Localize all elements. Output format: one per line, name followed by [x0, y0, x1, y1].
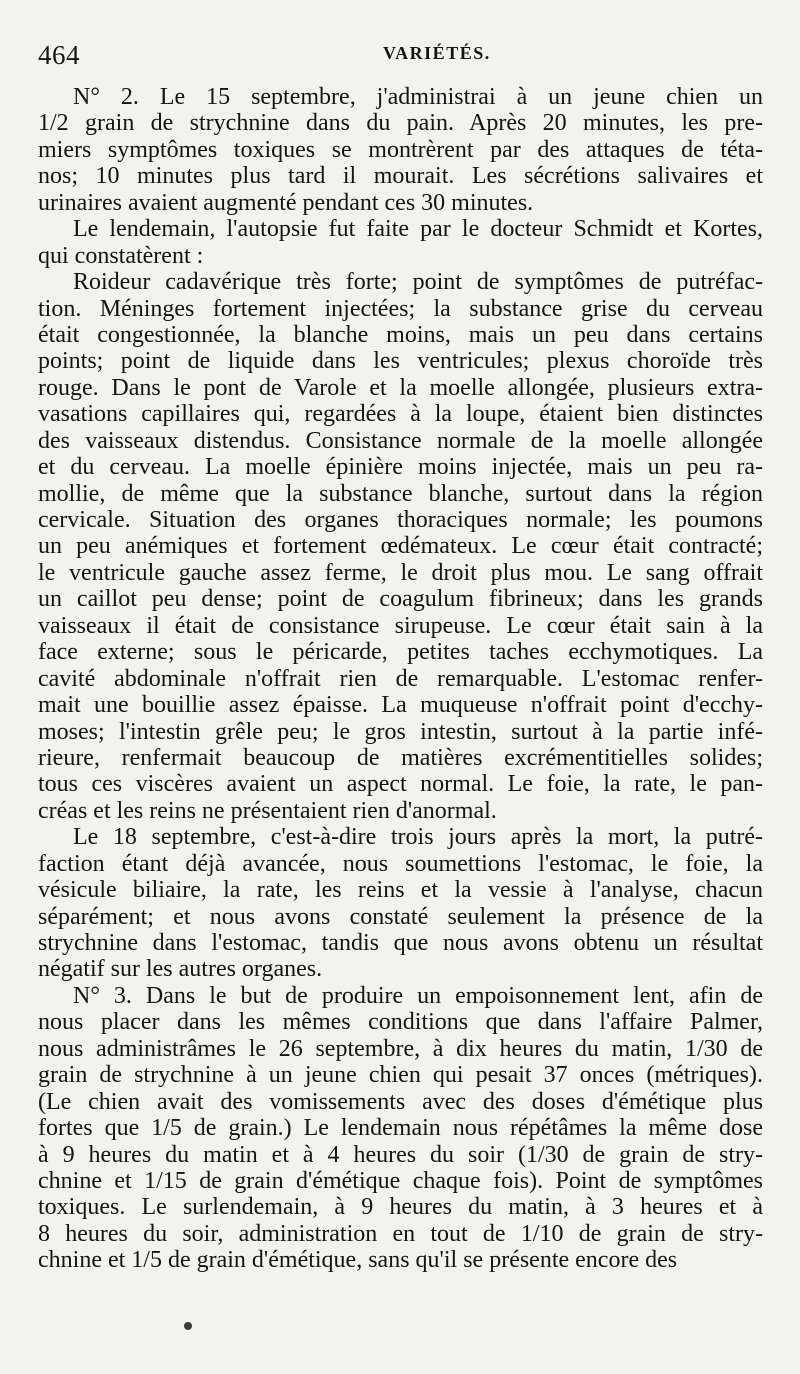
text-line: un caillot peu dense; point de coagulum fibrineux; dans les grands	[38, 586, 763, 613]
ink-spot	[184, 1322, 192, 1330]
text-line: Le 18 septembre, c'est-à-dire trois jours après la mort, la putré-	[73, 824, 763, 851]
paragraph	[38, 269, 763, 824]
text-line: tion. Méninges fortement injectées; la substance grise du cerveau	[38, 295, 763, 322]
text-line: moses; l'intestin grêle peu; le gros intestin, surtout à la partie infé-	[38, 718, 763, 745]
text-line: cervicale. Situation des organes thoraciques normale; les poumons	[38, 507, 763, 533]
text-line: (Le chien avait des vomissements avec des doses d'émétique plus	[38, 1088, 763, 1115]
text-line: urinaires avaient augmenté pendant ces 30 minutes.	[38, 189, 534, 216]
text-line: chnine et 1/15 de grain d'émétique chaque fois). Point de symptômes	[38, 1167, 763, 1194]
text-line: faction étant déjà avancée, nous soumettions l'estomac, le foie, la	[38, 850, 763, 877]
text-line: N° 3. Dans le but de produire un empoisonnement lent, afin de	[73, 982, 763, 1009]
text-line: face externe; sous le péricarde, petites taches ecchymotiques. La	[38, 639, 763, 666]
text-line: qui constatèrent :	[38, 242, 204, 269]
text-line: tous ces viscères avaient un aspect normal. Le foie, la rate, le pan-	[38, 771, 763, 798]
text-line: rieure, renfermait beaucoup de matières excrémentitielles solides;	[38, 744, 763, 771]
text-line: 8 heures du soir, administration en tout de 1/10 de grain de stry-	[38, 1220, 763, 1247]
page-number: 464	[38, 40, 80, 70]
text-line: séparément; et nous avons constaté seulement la présence de la	[38, 903, 763, 930]
text-line: N° 2. Le 15 septembre, j'administrai à un jeune chien un	[73, 84, 763, 110]
text-line: 1/2 grain de strychnine dans du pain. Après 20 minutes, les pre-	[38, 110, 763, 137]
running-head: VARIÉTÉS.	[383, 43, 491, 63]
text-line: grain de strychnine à un jeune chien qui pesait 37 onces (métriques).	[38, 1062, 763, 1089]
paragraph	[38, 824, 763, 983]
text-line: mait une bouillie assez épaisse. La muqueuse n'offrait point d'ecchy-	[38, 692, 763, 719]
text-line: était congestionnée, la blanche moins, mais un peu dans certains	[38, 321, 763, 348]
text-line: mollie, de même que la substance blanche, surtout dans la région	[38, 480, 763, 507]
text-line: nos; 10 minutes plus tard il mourait. Les sécrétions salivaires et	[38, 163, 763, 190]
text-line: rouge. Dans le pont de Varole et la moelle allongée, plusieurs extra-	[38, 374, 763, 401]
text-line: Roideur cadavérique très forte; point de symptômes de putréfac-	[73, 269, 763, 296]
page-header	[38, 40, 780, 70]
text-line: et du cerveau. La moelle épinière moins injectée, mais un peu ra-	[38, 454, 763, 481]
text-line: strychnine dans l'estomac, tandis que nous avons obtenu un résultat	[38, 930, 763, 956]
text-line: fortes que 1/5 de grain.) Le lendemain nous répétâmes la même dose	[38, 1115, 763, 1142]
text-line: nous placer dans les mêmes conditions que dans l'affaire Palmer,	[38, 1009, 763, 1036]
paragraph	[38, 983, 763, 1274]
text-line: vaisseaux il était de consistance sirupeuse. Le cœur était sain à la	[38, 612, 763, 639]
text-line: à 9 heures du matin et à 4 heures du soir (1/30 de grain de stry-	[38, 1141, 763, 1168]
text-line: vésicule biliaire, la rate, les reins et la vessie à l'analyse, chacun	[38, 877, 763, 904]
text-line: négatif sur les autres organes.	[38, 956, 323, 983]
text-line: miers symptômes toxiques se montrèrent par des attaques de téta-	[38, 136, 763, 163]
text-line: toxiques. Le surlendemain, à 9 heures du matin, à 3 heures et à	[38, 1194, 763, 1221]
text-line: Le lendemain, l'autopsie fut faite par le docteur Schmidt et Kortes,	[73, 216, 763, 243]
text-line: des vaisseaux distendus. Consistance normale de la moelle allongée	[38, 427, 763, 454]
text-line: créas et les reins ne présentaient rien d'anormal.	[38, 797, 497, 824]
body-text	[38, 84, 763, 1274]
text-line: le ventricule gauche assez ferme, le droit plus mou. Le sang offrait	[38, 559, 763, 586]
paragraph	[38, 84, 763, 216]
text-line: nous administrâmes le 26 septembre, à dix heures du matin, 1/30 de	[38, 1035, 763, 1062]
text-line: cavité abdominale n'offrait rien de remarquable. L'estomac renfer-	[38, 665, 763, 692]
text-line: points; point de liquide dans les ventricules; plexus choroïde très	[38, 348, 763, 375]
text-line: chnine et 1/5 de grain d'émétique, sans qu'il se présente encore des	[38, 1247, 678, 1274]
text-line: vasations capillaires qui, regardées à la loupe, étaient bien distinctes	[38, 401, 763, 428]
paragraph	[38, 216, 763, 269]
text-line: un peu anémiques et fortement œdémateux. Le cœur était contracté;	[38, 533, 763, 560]
